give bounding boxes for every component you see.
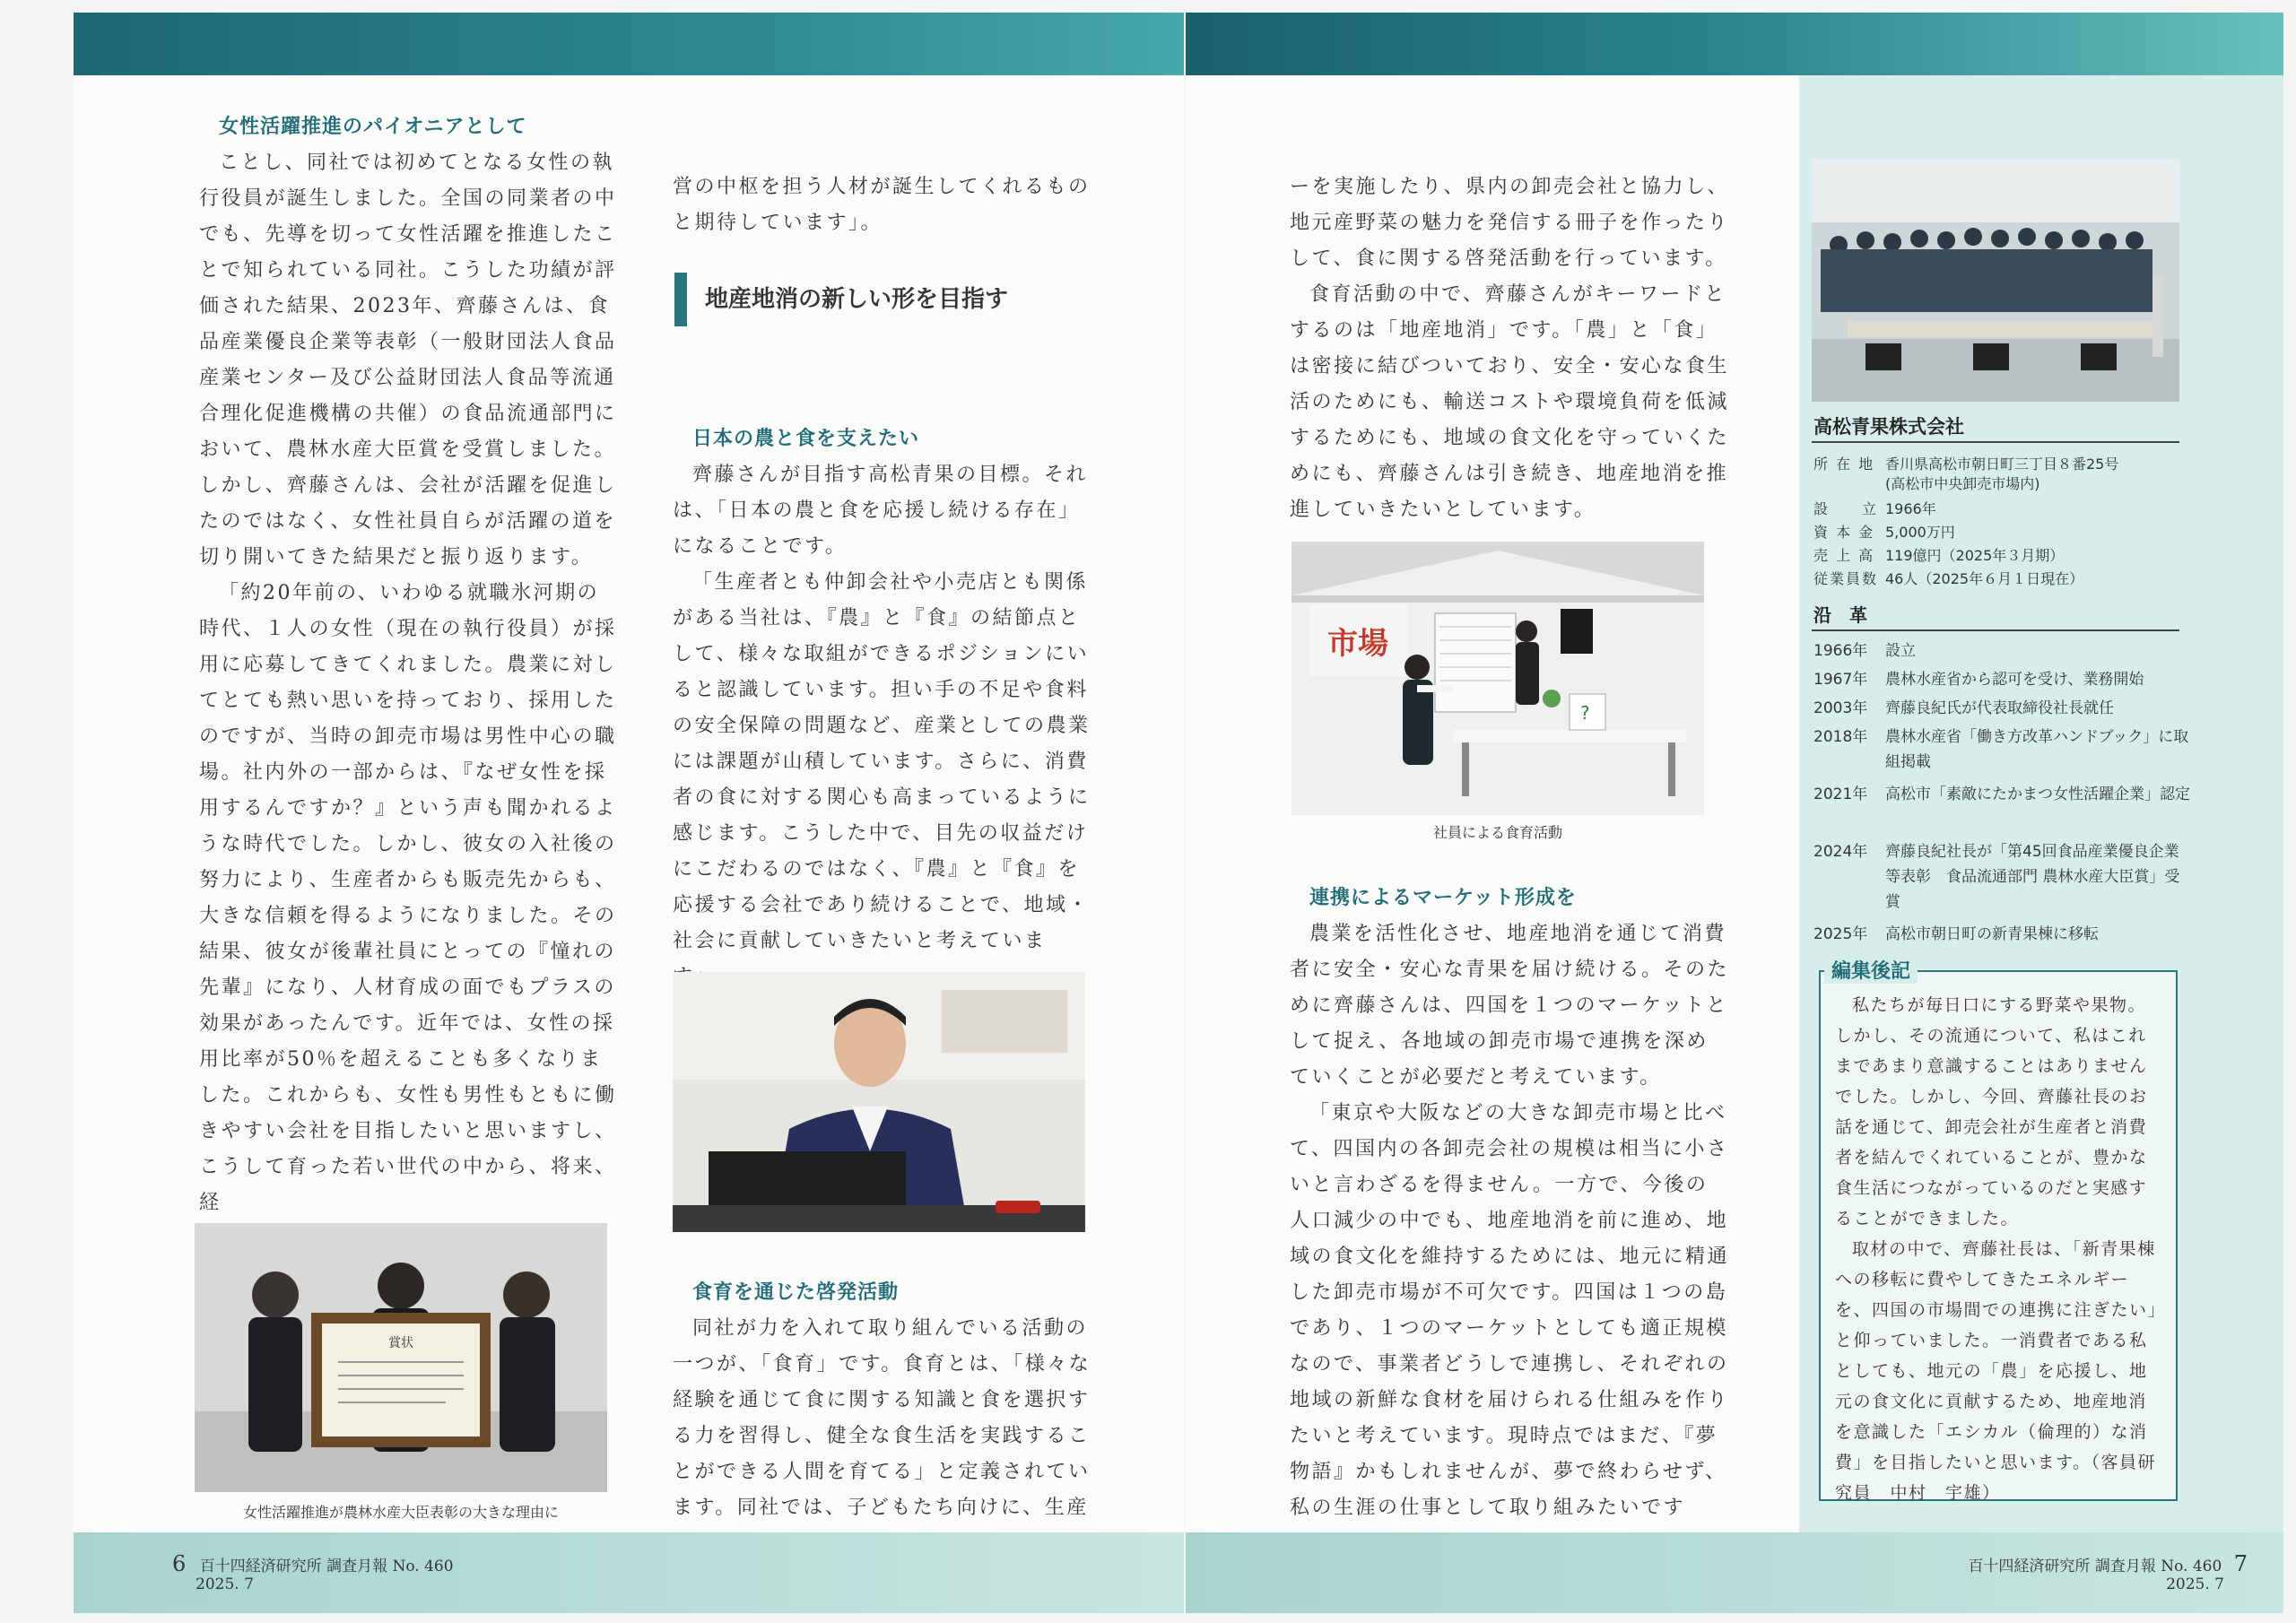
history-row [1813, 839, 2235, 915]
info-label: 設 立 [1813, 500, 1879, 517]
subhead-food-education: 食育を通じた啓発活動 [692, 1281, 900, 1304]
folio-title: 百十四経済研究所 調査月報 No. 460 [1968, 1558, 2222, 1575]
info-sales [1813, 545, 2064, 567]
history-row [1813, 638, 2235, 664]
paragraph: 同社が力を入れて取り組んでいる活動の一つが、「食育」です。食育とは、「様々な経験を通じて食に関する知識と食を選択する力を習得し、健全な食生活を実践することができる人間を育てる」と定義されています。同社では、子どもたち向けに、生産 [673, 1317, 1091, 1519]
paragraph: 食育活動の中で、齊藤さんがキーワードとするのは「地産地消」です。「農」と「食」は密接に結びついており、安全・安心な食生活のためにも、輸送コストや環境負荷を低減するためにも、地域の食文化を守っていくためにも、齊藤さんは引き続き、地産地消を推進していきたいとしています。 [1290, 283, 1730, 521]
paragraph: 取材の中で、齊藤社長は、「新青果棟への移転に費やしてきたエネルギーを、四国の市場間での連携に注ぎたい」と仰っていました。一消費者である私としても、地元の「農」を応援し、地元の食文化に貢献するため、地産地消を意識した「エシカル（倫理的）な消費」を目指したいと思います。（客員研究員 中村 宇雄） [1835, 1239, 2158, 1503]
president-photo-illustration [673, 972, 1085, 1232]
history-row [1813, 725, 2235, 775]
history-event: 設立 [1885, 642, 1916, 660]
top-color-band [1186, 13, 2283, 75]
paragraph: 私たちが毎日口にする野菜や果物。しかし、その流通について、私はこれまであまり意識することはありませんでした。しかし、今回、齊藤社長のお話を通じて、卸売会社が生産者と消費者を結んでくれていることが、豊かな食生活につながっているのだと実感することができました。 [1835, 995, 2148, 1228]
award-photo-illustration [195, 1223, 607, 1492]
info-value: 1966年 [1885, 500, 1936, 517]
company-name: 高松青果株式会社 [1813, 416, 1964, 438]
info-address [1813, 454, 2118, 475]
company-name-rule [1812, 441, 2179, 443]
certificate-text: 賞状 [388, 1336, 413, 1350]
market-sign-text: 市場 [1327, 626, 1388, 662]
column-2-body [673, 421, 1094, 995]
section-title-chisan-chisho: 地産地消の新しい形を目指す [674, 273, 1082, 326]
info-value: 119億円（2025年３月期） [1885, 547, 2065, 564]
history-year: 2021年 [1813, 785, 1868, 803]
left-folio [172, 1551, 454, 1593]
page-number: 7 [2233, 1551, 2248, 1576]
history-event: 農林水産省から認可を受け、業務開始 [1885, 671, 2144, 689]
history-title: 沿 革 [1813, 604, 1867, 626]
svg-text:?: ? [1580, 702, 1590, 724]
info-value: (高松市中央卸売市場内) [1885, 475, 2040, 492]
subhead-market-formation: 連携によるマーケット形成を [1309, 887, 1577, 909]
folio-title: 百十四経済研究所 調査月報 No. 460 [199, 1558, 454, 1575]
right-page [1186, 13, 2283, 1613]
left-page [74, 13, 1184, 1613]
history-event: 齊藤良紀社長が「第45回食品産業優良企業等表彰 食品流通部門 農林水産大臣賞」受賞 [1885, 843, 2180, 911]
food-education-photo-caption: 社員による食育活動 [1432, 824, 1562, 841]
history-row [1813, 782, 2235, 832]
column-3-lower [1290, 881, 1729, 1562]
info-label: 資 本 金 [1813, 524, 1875, 541]
company-group-photo [1812, 160, 2179, 402]
info-capital [1813, 522, 1955, 543]
info-founded [1813, 499, 1936, 520]
paragraph: ことし、同社では初めてとなる女性の執行役員が誕生しました。全国の同業者の中でも、先導を切って女性活躍を推進したことで知られている同社。こうした功績が評価された結果、2023年、齊藤さんは、食品産業優良企業等表彰（一般財団法人食品産業センター及び公益財団法人食品等流通合理化促進機構の共催）の食品流通部門において、農林水産大臣賞を受賞しました。しかし、齊藤さんは、会社が活躍を促進したのではなく、女性社員自らが活躍の道を切り開いてきた結果だと振り返ります。 [199, 152, 617, 568]
history-year: 2025年 [1813, 925, 1868, 943]
afterword-body [1835, 990, 2160, 1508]
history-rule [1812, 629, 2179, 631]
history-year: 2024年 [1813, 843, 1868, 861]
afterword-title: 編集後記 [1824, 956, 1918, 984]
info-label: 従業員数 [1813, 570, 1879, 587]
info-address-note [1813, 473, 2040, 495]
paragraph: 「東京や大阪などの大きな卸売市場と比べて、四国内の各卸売会社の規模は相当に小さいと言わざるを得ません。一方で、今後の人口減少の中でも、地産地消を前に進め、地域の食文化を維持するためには、地元に精通した卸売市場が不可欠です。四国は１つの島であり、１つのマーケットとしても適正規模なので、事業者どうしで連携し、それぞれの地域の新鮮な食材を届けられる仕組みを作りたいと考えています。現時点ではまだ、『夢物語』かもしれませんが、夢で終わらせず、私の生涯の仕事として取り組みたいです [1290, 1102, 1730, 1519]
info-value: 香川県高松市朝日町三丁目８番25号 [1885, 456, 2119, 473]
paragraph: 営の中枢を担う人材が誕生してくれるものと期待しています」。 [673, 176, 1091, 234]
info-employees [1813, 568, 2083, 590]
history-year: 1967年 [1813, 671, 1868, 689]
history-event: 高松市「素敵にたかまつ女性活躍企業」認定 [1885, 785, 2190, 803]
paragraph: 農業を活性化させ、地産地消を通じて消費者に安全・安心な青果を届け続ける。そのために齊藤さんは、四国を１つのマーケットとして捉え、各地域の卸売市場で連携を深めていくことが必要だと考えています。 [1290, 923, 1730, 1089]
subhead-pioneer: 女性活躍推進のパイオニアとして [219, 116, 527, 138]
right-folio [1968, 1551, 2248, 1593]
folio-date: 2025. 7 [196, 1575, 254, 1593]
history-year: 2018年 [1813, 728, 1868, 746]
history-row [1813, 696, 2235, 721]
history-row [1813, 922, 2235, 947]
info-label: 所 在 地 [1813, 456, 1875, 473]
paragraph: 齊藤さんが目指す高松青果の目標。それは、「日本の農と食を応援し続ける存在」になることです。 [673, 464, 1089, 558]
paragraph: ーを実施したり、県内の卸売会社と協力し、地元産野菜の魅力を発信する冊子を作ったりして、食に関する啓発活動を行っています。 [1290, 176, 1730, 270]
paragraph: 「約20年前の、いわゆる就職氷河期の時代、１人の女性（現在の執行役員）が採用に応募してきてくれました。農業に対してとても熱い思いを持っており、採用したのですが、当時の卸売市場は男性中心の職場。社内外の一部からは、『なぜ女性を採用するんですか？』という声も聞かれるような時代でした。しかし、彼女の入社後の努力により、生産者からも販売先からも、大きな信頼を得るようになりました。その結果、彼女が後輩社員にとっての『憧れの先輩』になり、人材育成の面でもプラスの効果があったんです。近年では、女性の採用比率が50％を超えることも多くなりました。これからも、女性も男性もともに働きやすい会社を目指したいと思いますし、こうして育った若い世代の中から、将来、経 [199, 582, 617, 1214]
column-2-intro [673, 169, 1094, 241]
history-event: 高松市朝日町の新青果棟に移転 [1885, 925, 2099, 943]
subhead-support-agriculture: 日本の農と食を支えたい [692, 428, 920, 450]
history-year: 1966年 [1813, 642, 1868, 660]
paragraph: 「生産者とも仲卸会社や小売店とも関係がある当社は、『農』と『食』の結節点として、様々な取組ができるポジションにいると認識しています。担い手の不足や食料の安全保障の問題など、産業としての農業には課題が山積しています。さらに、消費者の食に対する関心も高まっているように感じます。こうした中で、目先の収益だけにこだわるのではなく、『農』と『食』を応援する会社であり続けることで、地域・社会に貢献していきたいと考えていま [673, 571, 1091, 952]
food-education-illustration [1292, 542, 1704, 815]
history-row [1813, 667, 2235, 692]
folio-date: 2025. 7 [2166, 1575, 2224, 1593]
award-photo-caption: 女性活躍推進が農林水産大臣表彰の大きな理由に [242, 1504, 559, 1521]
page-number: 6 [172, 1551, 187, 1576]
info-value: 46人（2025年６月１日現在） [1885, 570, 2084, 587]
column-1 [199, 109, 621, 1221]
food-education-photo [1292, 542, 1704, 815]
history-year: 2003年 [1813, 699, 1868, 717]
info-label: 売 上 高 [1813, 547, 1875, 564]
award-photo [195, 1223, 607, 1492]
history-event: 農林水産省「働き方改革ハンドブック」に取組掲載 [1885, 728, 2189, 771]
history-event: 齊藤良紀氏が代表取締役社長就任 [1885, 699, 2114, 717]
column-2-lower [673, 1275, 1094, 1562]
column-3-upper [1290, 169, 1729, 528]
president-photo [673, 972, 1085, 1232]
top-color-band [74, 13, 1184, 75]
group-photo-illustration [1812, 160, 2179, 402]
info-value: 5,000万円 [1885, 524, 1955, 541]
